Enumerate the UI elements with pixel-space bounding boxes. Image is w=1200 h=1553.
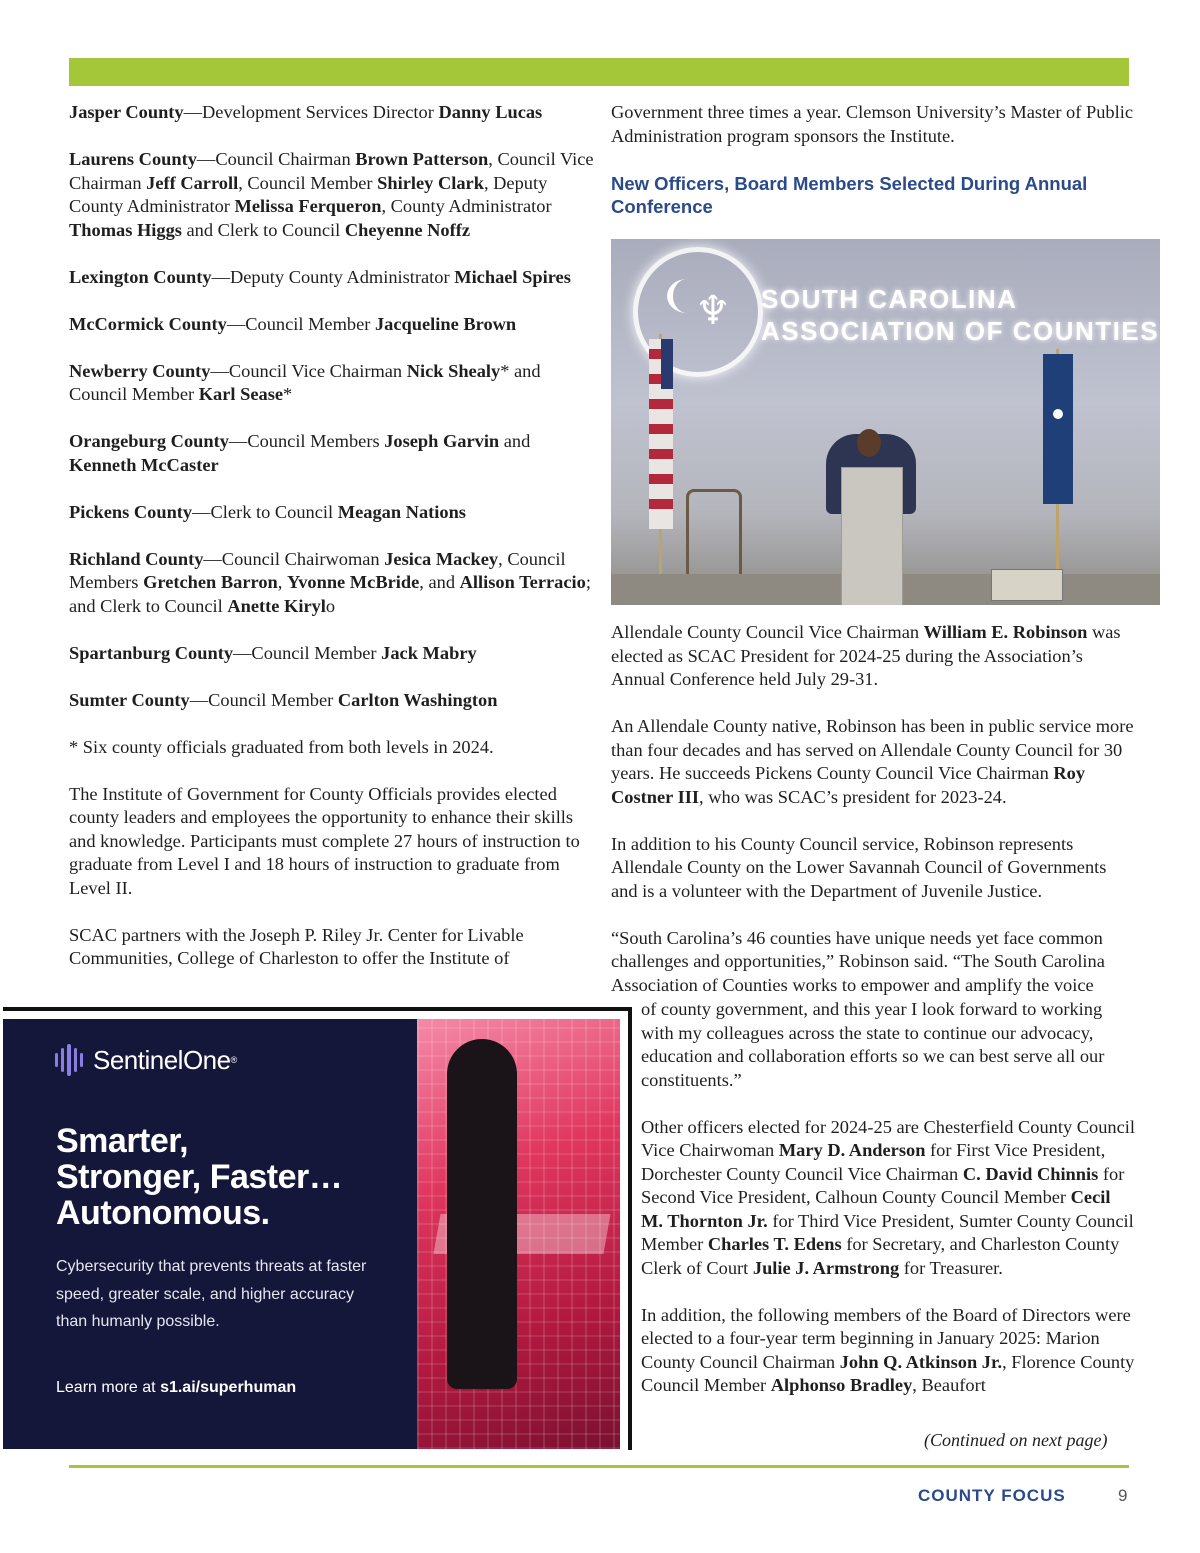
sentinelone-logo [55, 1043, 237, 1077]
partners-paragraph: SCAC partners with the Joseph P. Riley Jr. Center for Livable Communities, College of Charleston to offer the Institute of [69, 924, 524, 968]
quote-paragraph-continued: of county government, and this year I look forward to working with my colleagues across the state to continue our advocacy, education and collaboration efforts so we can best serve all our constituents.” [641, 999, 1105, 1090]
publication-name: COUNTY FOCUS [918, 1486, 1066, 1505]
ad-cta[interactable]: Learn more at s1.ai/superhuman [56, 1379, 297, 1396]
entry-richland: Richland County—Council Chairwoman Jesica Mackey, Council Members Gretchen Barron, Yvonne McBride, and Allison Terracio; and Clerk to Council Anette Kirylo [69, 548, 591, 616]
section-subhead: New Officers, Board Members Selected During Annual Conference [611, 172, 1088, 217]
entry-spartanburg: Spartanburg County—Council Member Jack Mabry [69, 642, 477, 663]
entry-jasper: Jasper County—Development Services Director Danny Lucas [69, 102, 543, 122]
right-column [611, 101, 1136, 236]
page-number: 9 [1118, 1486, 1128, 1505]
equipment [991, 569, 1063, 601]
ad-photo [417, 1019, 620, 1449]
officers-paragraph: Other officers elected for 2024-25 are Chesterfield County Council Vice Chairwoman Mary D. Anderson for First Vice President, Dorchester County Council Vice Chairman C. David Chinnis for Second Vice President, Calhoun County Council Member Cecil M. Thornton Jr. for Third Vice President, Sumter County Council Member Charles T. Edens for Secretary, and Charleston County Clerk of Court Julie J. Armstrong for Treasurer. [641, 1116, 1136, 1278]
ad-photo-person [447, 1039, 517, 1389]
header-accent-bar [69, 58, 1129, 86]
president-paragraph: Allendale County Council Vice Chairman William E. Robinson was elected as SCAC President for 2024-25 during the Association’s Annual Conference held July 29-31. [611, 622, 1121, 689]
entry-mccormick: McCormick County—Council Member Jacqueline Brown [69, 313, 517, 334]
podium [841, 467, 903, 605]
quote-paragraph: “South Carolina’s 46 counties have unique needs yet face common challenges and opportunities,” Robinson said. “The South Carolina Association of Counties works to empower and amplify the voice [611, 927, 1105, 995]
continuation-paragraph: Government three times a year. Clemson University’s Master of Public Administration program sponsors the Institute. [611, 102, 1133, 146]
entry-laurens: Laurens County—Council Chairman Brown Patterson, Council Vice Chairman Jeff Carroll, Council Member Shirley Clark, Deputy County Administrator Melissa Ferqueron, County Administrator Thomas Higgs and Clerk to Council Cheyenne Noffz [69, 149, 594, 240]
photo-sign-text: SOUTH CAROLINA ASSOCIATION OF COUNTIES [761, 284, 1160, 346]
entry-lexington: Lexington County—Deputy County Administrator Michael Spires [69, 266, 571, 287]
entry-orangeburg: Orangeburg County—Council Members Joseph Garvin and Kenneth McCaster [69, 431, 531, 475]
brand-name: SentinelOne [93, 1044, 231, 1075]
ad-link[interactable]: s1.ai/superhuman [160, 1379, 297, 1396]
left-column [69, 101, 594, 994]
speaker-head [857, 429, 881, 457]
continued-note: (Continued on next page) [924, 1430, 1108, 1450]
right-column-body [611, 621, 1136, 997]
background-paragraph: An Allendale County native, Robinson has been in public service more than four decades and has served on Allendale County Council for 30 years. He succeeds Pickens County Council Vice Chairman Roy Costner III, who was SCAC’s president for 2023-24. [611, 716, 1134, 807]
palmetto-icon: ♆ [695, 288, 731, 333]
footer-rule [69, 1465, 1129, 1468]
us-flag-icon [649, 339, 673, 529]
sentinelone-logo-icon [55, 1043, 83, 1077]
ad-body-text: Cybersecurity that prevents threats at faster speed, greater scale, and higher accuracy than humanly possible. [56, 1258, 367, 1330]
institute-paragraph: The Institute of Government for County Officials provides elected county leaders and employees the opportunity to enhance their skills and knowledge. Participants must complete 27 hours of instruction to graduate from Level I and 18 hours of instruction to graduate from Level II. [69, 783, 580, 898]
entry-sumter: Sumter County—Council Member Carlton Washington [69, 689, 498, 710]
entry-newberry: Newberry County—Council Vice Chairman Nick Shealy* and Council Member Karl Sease* [69, 360, 541, 404]
conference-photo [611, 239, 1160, 605]
sc-flag-icon [1043, 354, 1073, 504]
right-column-lower [641, 998, 1136, 1421]
registered-mark: ® [230, 1055, 238, 1065]
service-paragraph: In addition to his County Council service, Robinson represents Allendale County on the Lower Savannah Council of Governments and is a volunteer with the Department of Juvenile Justice. [611, 833, 1107, 901]
entry-pickens: Pickens County—Clerk to Council Meagan Nations [69, 501, 466, 522]
board-paragraph: In addition, the following members of the Board of Directors were elected to a four-year term beginning in January 2025: Marion County Council Chairman John Q. Atkinson Jr., Florence County Council Member Alphonso Bradley, Beaufort [641, 1304, 1135, 1395]
ad-headline: Smarter, Stronger, Faster… Autonomous. [56, 1122, 343, 1232]
footnote: * Six county officials graduated from both levels in 2024. [69, 736, 494, 757]
